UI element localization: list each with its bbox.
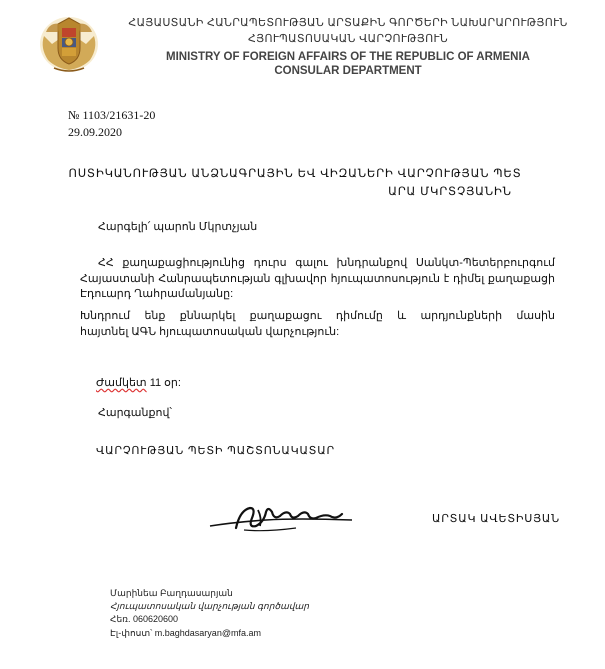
department-name-armenian: ՀՅՈՒՊԱՏՈՍԱԿԱՆ ՎԱՐՉՈՒԹՅՈՒՆ xyxy=(247,33,448,45)
body-line: Խնդրում ենք քննարկել քաղաքացու դիմումը և արդյունքների մասին xyxy=(80,310,555,322)
greeting: Հարգելի՛ պարոն Մկրտչյան xyxy=(98,221,258,233)
body-paragraph-1 xyxy=(80,256,555,303)
armenia-coat-of-arms-icon xyxy=(38,14,100,74)
body-paragraph-2 xyxy=(80,309,555,340)
deadline-line xyxy=(96,376,181,389)
deadline-label: Ժամկետ xyxy=(96,377,147,389)
closing-phrase: Հարգանքով՝ xyxy=(98,407,173,419)
executor-email: Էլ-փոստ՝ m.baghdasaryan@mfa.am xyxy=(110,628,261,638)
recipient-title: ՈՍՏԻԿԱՆՈՒԹՅԱՆ ԱՆՁՆԱԳՐԱՅԻՆ ԵՎ ՎԻԶԱՆԵՐԻ ՎԱՐՉՈՒԹՅԱՆ ՊԵՏ xyxy=(68,168,522,180)
body-line: հայտնել ԱԳՆ հյուպատոսական վարչություն: xyxy=(80,325,340,338)
signatory-title: ՎԱՐՉՈՒԹՅԱՆ ՊԵՏԻ ՊԱՇՏՈՆԱԿԱՏԱՐ xyxy=(96,445,335,457)
recipient-name: ԱՐԱ ՄԿՐՏՉՅԱՆԻՆ xyxy=(388,186,512,198)
body-line: Էդուարդ Ղահրամանյանը: xyxy=(80,288,234,300)
body-line: ՀՀ քաղաքացիությունից դուրս գալու խնդրանքով Սանկտ-Պետերբուրգում xyxy=(98,257,555,269)
deadline-value: 11 օր: xyxy=(146,377,181,389)
executor-position: Հյուպատոսական վարչության գործավար xyxy=(110,601,310,611)
ministry-name-armenian: ՀԱՅԱՍՏԱՆԻ ՀԱՆՐԱՊԵՏՈՒԹՅԱՆ ԱՐՏԱՔԻՆ ԳՈՐԾԵՐԻ ՆԱԽԱՐԱՐՈՒԹՅՈՒՆ xyxy=(128,17,568,29)
executor-name: Մարինեա Բաղդասարյան xyxy=(110,588,233,598)
handwritten-signature xyxy=(206,498,356,538)
executor-phone: Հեռ. 060620600 xyxy=(110,614,179,624)
ministry-name-english: MINISTRY OF FOREIGN AFFAIRS OF THE REPUBLIC OF ARMENIA xyxy=(166,51,530,63)
signatory-name: ԱՐՏԱԿ ԱՎԵՏԻՍՅԱՆ xyxy=(432,513,560,525)
reference-number: № 1103/21631-20 xyxy=(68,108,156,122)
reference-date: 29.09.2020 xyxy=(68,125,122,139)
body-line: Հայաստանի Հանրապետության գլխավոր հյուպատոսություն է դիմել քաղաքացի xyxy=(80,272,555,285)
department-name-english: CONSULAR DEPARTMENT xyxy=(274,65,422,77)
